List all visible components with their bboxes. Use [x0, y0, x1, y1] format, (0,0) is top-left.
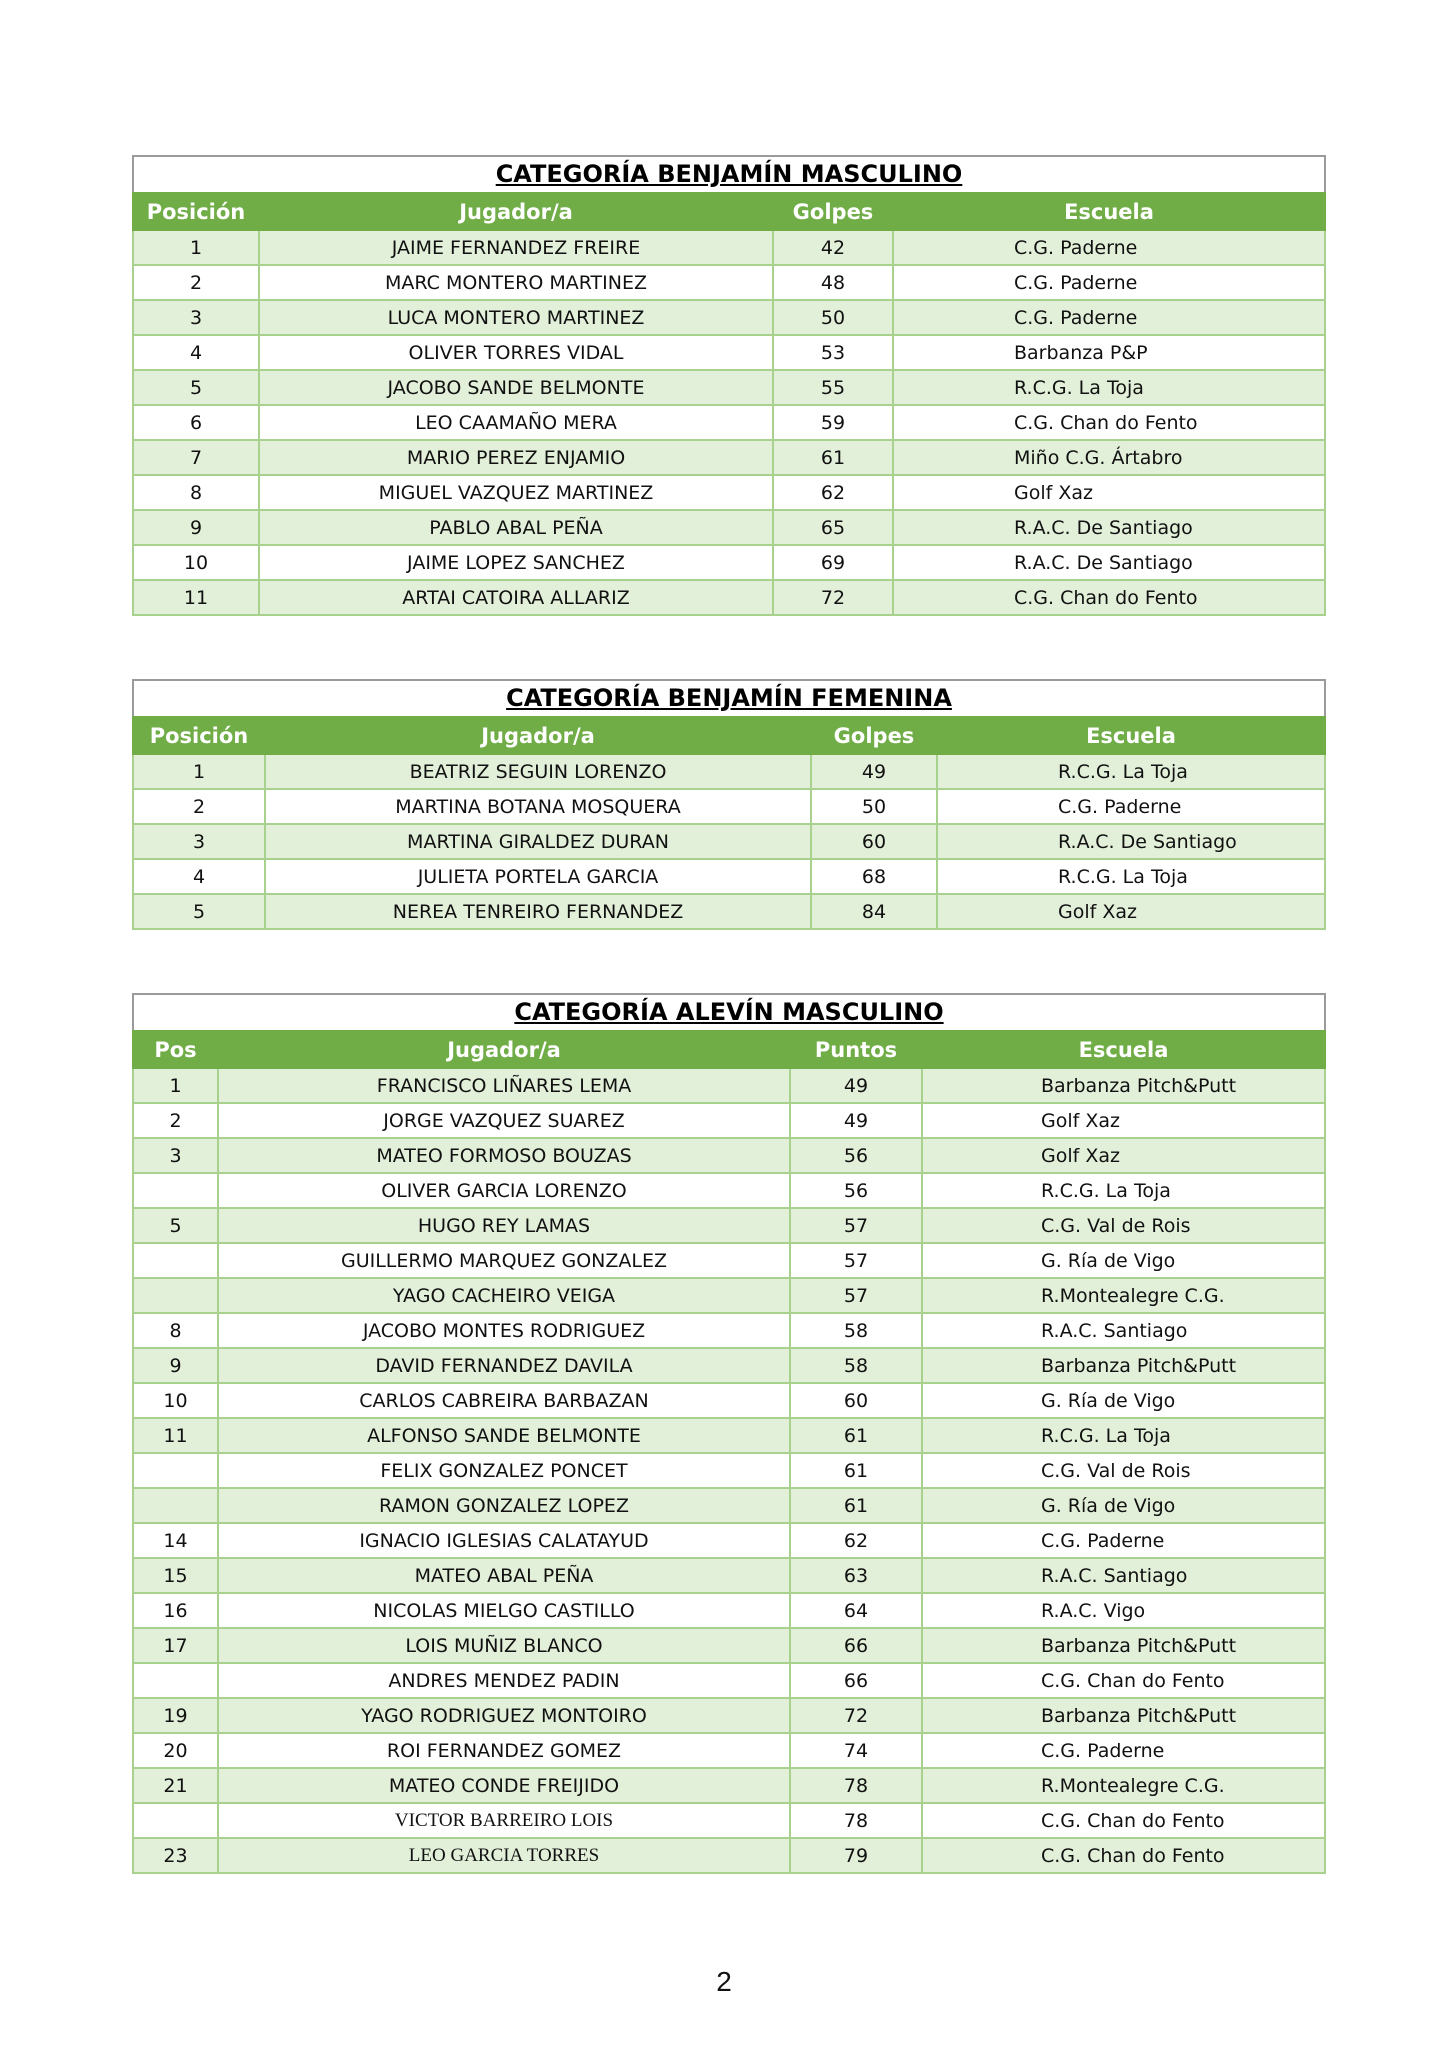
score-cell: 56	[790, 1138, 922, 1173]
table-row	[133, 1628, 1325, 1663]
position-cell: 2	[133, 789, 265, 824]
player-name-cell: JACOBO SANDE BELMONTE	[259, 370, 773, 405]
table-row	[133, 440, 1325, 475]
school-cell: C.G. Paderne	[893, 300, 1325, 335]
score-cell: 68	[811, 859, 937, 894]
header-score: Puntos	[790, 1031, 922, 1068]
player-name-cell: JAIME FERNANDEZ FREIRE	[259, 230, 773, 265]
score-cell: 65	[773, 510, 893, 545]
table-alevin-masculino	[132, 993, 1326, 1874]
player-name-cell: LEO CAAMAÑO MERA	[259, 405, 773, 440]
position-cell: 8	[133, 475, 259, 510]
position-cell: 4	[133, 335, 259, 370]
school-cell: C.G. Paderne	[937, 789, 1325, 824]
player-name-cell: JACOBO MONTES RODRIGUEZ	[218, 1313, 790, 1348]
score-cell: 56	[790, 1173, 922, 1208]
header-score: Golpes	[811, 717, 937, 754]
table-row	[133, 265, 1325, 300]
player-name-cell: HUGO REY LAMAS	[218, 1208, 790, 1243]
school-cell: C.G. Paderne	[922, 1523, 1325, 1558]
position-cell: 8	[133, 1313, 218, 1348]
table-row	[133, 230, 1325, 265]
school-cell: C.G. Val de Rois	[922, 1453, 1325, 1488]
position-cell: 3	[133, 824, 265, 859]
player-name-cell: ARTAI CATOIRA ALLARIZ	[259, 580, 773, 615]
score-cell: 79	[790, 1838, 922, 1873]
school-cell: R.C.G. La Toja	[922, 1173, 1325, 1208]
school-cell: R.A.C. Santiago	[922, 1313, 1325, 1348]
player-name-cell: LEO GARCIA TORRES	[218, 1838, 790, 1873]
school-cell: C.G. Chan do Fento	[893, 580, 1325, 615]
score-cell: 58	[790, 1348, 922, 1383]
score-cell: 62	[790, 1523, 922, 1558]
player-name-cell: OLIVER GARCIA LORENZO	[218, 1173, 790, 1208]
position-cell: 17	[133, 1628, 218, 1663]
header-player: Jugador/a	[218, 1031, 790, 1068]
player-name-cell: IGNACIO IGLESIAS CALATAYUD	[218, 1523, 790, 1558]
position-cell	[133, 1278, 218, 1313]
player-name-cell: MATEO CONDE FREIJIDO	[218, 1768, 790, 1803]
table-row	[133, 1348, 1325, 1383]
player-name-cell: RAMON GONZALEZ LOPEZ	[218, 1488, 790, 1523]
player-name-cell: MARIO PEREZ ENJAMIO	[259, 440, 773, 475]
table-title: CATEGORÍA BENJAMÍN MASCULINO	[132, 155, 1326, 192]
school-cell: C.G. Paderne	[893, 230, 1325, 265]
school-cell: R.C.G. La Toja	[937, 754, 1325, 789]
score-cell: 49	[790, 1068, 922, 1103]
table-row	[133, 1768, 1325, 1803]
score-cell: 78	[790, 1768, 922, 1803]
player-name-cell: FELIX GONZALEZ PONCET	[218, 1453, 790, 1488]
position-cell: 23	[133, 1838, 218, 1873]
position-cell: 1	[133, 754, 265, 789]
position-cell: 2	[133, 1103, 218, 1138]
school-cell: C.G. Chan do Fento	[922, 1663, 1325, 1698]
table-row	[133, 1138, 1325, 1173]
school-cell: C.G. Paderne	[893, 265, 1325, 300]
school-cell: R.A.C. Vigo	[922, 1593, 1325, 1628]
table-title: CATEGORÍA ALEVÍN MASCULINO	[132, 993, 1326, 1030]
player-name-cell: OLIVER TORRES VIDAL	[259, 335, 773, 370]
school-cell: Barbanza Pitch&Putt	[922, 1628, 1325, 1663]
header-score: Golpes	[773, 193, 893, 230]
score-cell: 42	[773, 230, 893, 265]
score-cell: 49	[790, 1103, 922, 1138]
position-cell: 20	[133, 1733, 218, 1768]
position-cell	[133, 1243, 218, 1278]
player-name-cell: MIGUEL VAZQUEZ MARTINEZ	[259, 475, 773, 510]
score-cell: 60	[811, 824, 937, 859]
header-player: Jugador/a	[265, 717, 811, 754]
score-cell: 59	[773, 405, 893, 440]
score-cell: 55	[773, 370, 893, 405]
school-cell: R.A.C. De Santiago	[937, 824, 1325, 859]
player-name-cell: ALFONSO SANDE BELMONTE	[218, 1418, 790, 1453]
position-cell: 1	[133, 1068, 218, 1103]
school-cell: Golf Xaz	[893, 475, 1325, 510]
header-player: Jugador/a	[259, 193, 773, 230]
player-name-cell: YAGO CACHEIRO VEIGA	[218, 1278, 790, 1313]
score-cell: 58	[790, 1313, 922, 1348]
table-row	[133, 1243, 1325, 1278]
player-name-cell: LOIS MUÑIZ BLANCO	[218, 1628, 790, 1663]
position-cell: 7	[133, 440, 259, 475]
position-cell	[133, 1663, 218, 1698]
player-name-cell: MATEO FORMOSO BOUZAS	[218, 1138, 790, 1173]
score-cell: 57	[790, 1278, 922, 1313]
position-cell: 11	[133, 1418, 218, 1453]
school-cell: C.G. Chan do Fento	[893, 405, 1325, 440]
table-benjamin-masculino	[132, 155, 1326, 616]
table-row	[133, 335, 1325, 370]
score-cell: 66	[790, 1628, 922, 1663]
score-cell: 64	[790, 1593, 922, 1628]
score-cell: 69	[773, 545, 893, 580]
table-row	[133, 1418, 1325, 1453]
position-cell: 5	[133, 894, 265, 929]
table-row	[133, 1453, 1325, 1488]
position-cell: 3	[133, 300, 259, 335]
player-name-cell: CARLOS CABREIRA BARBAZAN	[218, 1383, 790, 1418]
page-number: 2	[716, 1966, 732, 1997]
school-cell: Miño C.G. Ártabro	[893, 440, 1325, 475]
school-cell: R.Montealegre C.G.	[922, 1768, 1325, 1803]
position-cell: 2	[133, 265, 259, 300]
school-cell: R.A.C. De Santiago	[893, 510, 1325, 545]
player-name-cell: DAVID FERNANDEZ DAVILA	[218, 1348, 790, 1383]
table-row	[133, 1523, 1325, 1558]
position-cell: 16	[133, 1593, 218, 1628]
school-cell: Barbanza Pitch&Putt	[922, 1348, 1325, 1383]
position-cell: 9	[133, 1348, 218, 1383]
table-row	[133, 1103, 1325, 1138]
position-cell: 10	[133, 1383, 218, 1418]
table-row	[133, 1313, 1325, 1348]
score-cell: 72	[790, 1698, 922, 1733]
score-cell: 61	[790, 1453, 922, 1488]
school-cell: Barbanza Pitch&Putt	[922, 1698, 1325, 1733]
score-cell: 63	[790, 1558, 922, 1593]
table-row	[133, 894, 1325, 929]
header-position: Posición	[133, 193, 259, 230]
score-cell: 50	[773, 300, 893, 335]
player-name-cell: JAIME LOPEZ SANCHEZ	[259, 545, 773, 580]
position-cell: 5	[133, 1208, 218, 1243]
position-cell: 5	[133, 370, 259, 405]
player-name-cell: YAGO RODRIGUEZ MONTOIRO	[218, 1698, 790, 1733]
score-cell: 50	[811, 789, 937, 824]
school-cell: C.G. Val de Rois	[922, 1208, 1325, 1243]
position-cell: 14	[133, 1523, 218, 1558]
player-name-cell: MARTINA BOTANA MOSQUERA	[265, 789, 811, 824]
school-cell: Barbanza Pitch&Putt	[922, 1068, 1325, 1103]
school-cell: R.C.G. La Toja	[937, 859, 1325, 894]
player-name-cell: JULIETA PORTELA GARCIA	[265, 859, 811, 894]
position-cell	[133, 1803, 218, 1838]
school-cell: R.Montealegre C.G.	[922, 1278, 1325, 1313]
player-name-cell: VICTOR BARREIRO LOIS	[218, 1803, 790, 1838]
school-cell: Golf Xaz	[922, 1138, 1325, 1173]
school-cell: R.C.G. La Toja	[893, 370, 1325, 405]
table-row	[133, 405, 1325, 440]
player-name-cell: ROI FERNANDEZ GOMEZ	[218, 1733, 790, 1768]
table-row	[133, 824, 1325, 859]
table-row	[133, 1068, 1325, 1103]
table-row	[133, 300, 1325, 335]
score-cell: 57	[790, 1243, 922, 1278]
position-cell: 10	[133, 545, 259, 580]
position-cell: 6	[133, 405, 259, 440]
school-cell: C.G. Chan do Fento	[922, 1803, 1325, 1838]
table-row	[133, 754, 1325, 789]
position-cell	[133, 1488, 218, 1523]
header-school: Escuela	[922, 1031, 1325, 1068]
table-row	[133, 580, 1325, 615]
position-cell	[133, 1173, 218, 1208]
score-cell: 84	[811, 894, 937, 929]
table-row	[133, 1733, 1325, 1768]
table-row	[133, 1838, 1325, 1873]
school-cell: G. Ría de Vigo	[922, 1383, 1325, 1418]
position-cell: 1	[133, 230, 259, 265]
score-cell: 66	[790, 1663, 922, 1698]
position-cell	[133, 1453, 218, 1488]
score-cell: 72	[773, 580, 893, 615]
position-cell: 3	[133, 1138, 218, 1173]
player-name-cell: GUILLERMO MARQUEZ GONZALEZ	[218, 1243, 790, 1278]
table-row	[133, 1208, 1325, 1243]
player-name-cell: BEATRIZ SEGUIN LORENZO	[265, 754, 811, 789]
header-school: Escuela	[937, 717, 1325, 754]
table-row	[133, 1383, 1325, 1418]
table-row	[133, 1558, 1325, 1593]
table-row	[133, 1278, 1325, 1313]
player-name-cell: FRANCISCO LIÑARES LEMA	[218, 1068, 790, 1103]
score-cell: 60	[790, 1383, 922, 1418]
school-cell: C.G. Paderne	[922, 1733, 1325, 1768]
player-name-cell: MATEO ABAL PEÑA	[218, 1558, 790, 1593]
score-cell: 53	[773, 335, 893, 370]
position-cell: 19	[133, 1698, 218, 1733]
school-cell: Golf Xaz	[922, 1103, 1325, 1138]
player-name-cell: LUCA MONTERO MARTINEZ	[259, 300, 773, 335]
score-cell: 48	[773, 265, 893, 300]
table-row	[133, 1173, 1325, 1208]
school-cell: R.C.G. La Toja	[922, 1418, 1325, 1453]
player-name-cell: MARC MONTERO MARTINEZ	[259, 265, 773, 300]
table-row	[133, 1663, 1325, 1698]
player-name-cell: MARTINA GIRALDEZ DURAN	[265, 824, 811, 859]
table-benjamin-femenina	[132, 679, 1326, 930]
table-row	[133, 859, 1325, 894]
score-cell: 62	[773, 475, 893, 510]
position-cell: 21	[133, 1768, 218, 1803]
player-name-cell: ANDRES MENDEZ PADIN	[218, 1663, 790, 1698]
header-position: Pos	[133, 1031, 218, 1068]
score-cell: 78	[790, 1803, 922, 1838]
school-cell: C.G. Chan do Fento	[922, 1838, 1325, 1873]
score-cell: 61	[773, 440, 893, 475]
table-row	[133, 1698, 1325, 1733]
score-cell: 49	[811, 754, 937, 789]
score-cell: 74	[790, 1733, 922, 1768]
table-row	[133, 475, 1325, 510]
player-name-cell: NICOLAS MIELGO CASTILLO	[218, 1593, 790, 1628]
table-row	[133, 789, 1325, 824]
position-cell: 15	[133, 1558, 218, 1593]
score-cell: 61	[790, 1418, 922, 1453]
player-name-cell: NEREA TENREIRO FERNANDEZ	[265, 894, 811, 929]
table-row	[133, 510, 1325, 545]
table-row	[133, 545, 1325, 580]
player-name-cell: PABLO ABAL PEÑA	[259, 510, 773, 545]
table-title: CATEGORÍA BENJAMÍN FEMENINA	[132, 679, 1326, 716]
score-cell: 61	[790, 1488, 922, 1523]
table-row	[133, 1488, 1325, 1523]
table-row	[133, 1803, 1325, 1838]
position-cell: 11	[133, 580, 259, 615]
position-cell: 9	[133, 510, 259, 545]
school-cell: Barbanza P&P	[893, 335, 1325, 370]
school-cell: G. Ría de Vigo	[922, 1243, 1325, 1278]
table-row	[133, 1593, 1325, 1628]
position-cell: 4	[133, 859, 265, 894]
header-position: Posición	[133, 717, 265, 754]
school-cell: Golf Xaz	[937, 894, 1325, 929]
school-cell: G. Ría de Vigo	[922, 1488, 1325, 1523]
school-cell: R.A.C. De Santiago	[893, 545, 1325, 580]
school-cell: R.A.C. Santiago	[922, 1558, 1325, 1593]
player-name-cell: JORGE VAZQUEZ SUAREZ	[218, 1103, 790, 1138]
table-row	[133, 370, 1325, 405]
header-school: Escuela	[893, 193, 1325, 230]
score-cell: 57	[790, 1208, 922, 1243]
